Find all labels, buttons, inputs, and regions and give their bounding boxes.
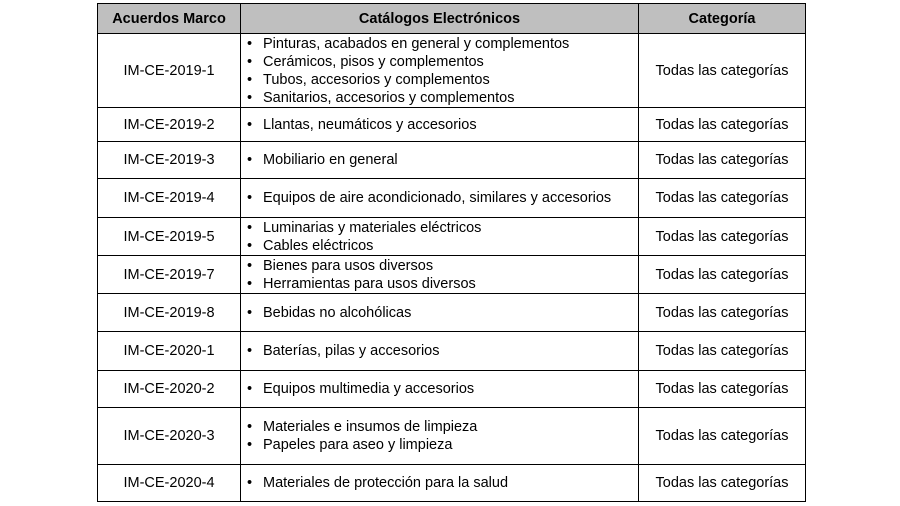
catalog-items-cell	[241, 294, 639, 332]
catalog-list-item: • Luminarias y materiales eléctricos	[263, 219, 638, 237]
framework-agreements-table	[97, 3, 806, 502]
catalog-list-item: • Cables eléctricos	[263, 237, 638, 255]
table-row	[98, 465, 806, 502]
catalog-list-item: • Bebidas no alcohólicas	[263, 304, 638, 322]
agreement-code-cell: IM-CE-2020-2	[98, 371, 241, 408]
catalog-list-item: • Papeles para aseo y limpieza	[263, 436, 638, 454]
agreement-code-cell: IM-CE-2019-7	[98, 256, 241, 294]
catalog-list-item: • Tubos, accesorios y complementos	[263, 71, 638, 89]
category-cell: Todas las categorías	[639, 108, 806, 142]
table-row	[98, 294, 806, 332]
category-cell: Todas las categorías	[639, 371, 806, 408]
agreement-code-cell: IM-CE-2019-8	[98, 294, 241, 332]
table-row	[98, 332, 806, 371]
catalog-items-cell	[241, 34, 639, 108]
catalog-list	[241, 116, 638, 134]
category-cell: Todas las categorías	[639, 218, 806, 256]
category-cell: Todas las categorías	[639, 408, 806, 465]
agreement-code-cell: IM-CE-2020-3	[98, 408, 241, 465]
catalog-list-item: • Cerámicos, pisos y complementos	[263, 53, 638, 71]
catalog-list	[241, 151, 638, 169]
agreement-code-cell: IM-CE-2019-2	[98, 108, 241, 142]
agreement-code-cell: IM-CE-2020-1	[98, 332, 241, 371]
catalog-list-item: • Bienes para usos diversos	[263, 257, 638, 275]
category-cell: Todas las categorías	[639, 465, 806, 502]
catalog-list	[241, 219, 638, 255]
catalog-items-cell	[241, 218, 639, 256]
table-row	[98, 408, 806, 465]
catalog-list	[241, 474, 638, 492]
catalog-list-item: • Llantas, neumáticos y accesorios	[263, 116, 638, 134]
catalog-items-cell	[241, 142, 639, 179]
catalog-list	[241, 418, 638, 454]
catalog-items-cell	[241, 371, 639, 408]
category-cell: Todas las categorías	[639, 256, 806, 294]
catalog-list	[241, 189, 638, 207]
catalog-list	[241, 342, 638, 360]
agreement-code-cell: IM-CE-2020-4	[98, 465, 241, 502]
table-row	[98, 218, 806, 256]
table-row	[98, 179, 806, 218]
catalog-list-item: • Sanitarios, accesorios y complementos	[263, 89, 638, 107]
header-acuerdos-marco: Acuerdos Marco	[98, 4, 241, 34]
catalog-items-cell	[241, 408, 639, 465]
agreement-code-cell: IM-CE-2019-5	[98, 218, 241, 256]
category-cell: Todas las categorías	[639, 332, 806, 371]
catalog-list-item: • Equipos multimedia y accesorios	[263, 380, 638, 398]
category-cell: Todas las categorías	[639, 34, 806, 108]
table-row	[98, 142, 806, 179]
catalog-list-item: • Herramientas para usos diversos	[263, 275, 638, 293]
catalog-list	[241, 380, 638, 398]
table-row	[98, 108, 806, 142]
agreement-code-cell: IM-CE-2019-4	[98, 179, 241, 218]
table-header-row	[98, 4, 806, 34]
catalog-list	[241, 35, 638, 107]
header-categoria: Categoría	[639, 4, 806, 34]
catalog-items-cell	[241, 332, 639, 371]
category-cell: Todas las categorías	[639, 294, 806, 332]
agreement-code-cell: IM-CE-2019-3	[98, 142, 241, 179]
catalog-items-cell	[241, 179, 639, 218]
catalog-list-item: • Pinturas, acabados en general y complementos	[263, 35, 638, 53]
table-row	[98, 256, 806, 294]
catalog-list-item: • Mobiliario en general	[263, 151, 638, 169]
agreement-code-cell: IM-CE-2019-1	[98, 34, 241, 108]
category-cell: Todas las categorías	[639, 179, 806, 218]
category-cell: Todas las categorías	[639, 142, 806, 179]
table-row	[98, 34, 806, 108]
catalog-items-cell	[241, 108, 639, 142]
catalog-list-item: • Equipos de aire acondicionado, similares y accesorios	[263, 189, 638, 207]
catalog-items-cell	[241, 256, 639, 294]
header-catalogos-electronicos: Catálogos Electrónicos	[241, 4, 639, 34]
catalog-list	[241, 257, 638, 293]
table-row	[98, 371, 806, 408]
table-body	[98, 34, 806, 502]
catalog-list	[241, 304, 638, 322]
catalog-list-item: • Materiales de protección para la salud	[263, 474, 638, 492]
catalog-list-item: • Baterías, pilas y accesorios	[263, 342, 638, 360]
catalog-list-item: • Materiales e insumos de limpieza	[263, 418, 638, 436]
catalog-items-cell	[241, 465, 639, 502]
